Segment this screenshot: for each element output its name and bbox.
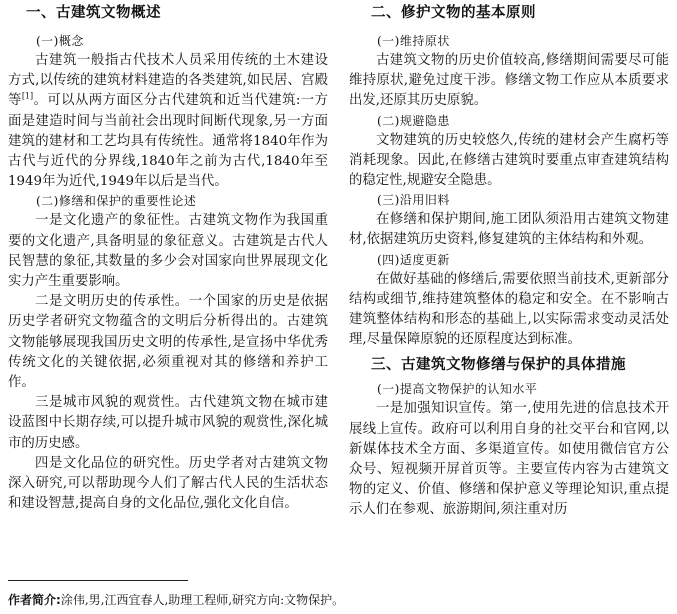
section-heading-1: 一、古建筑文物概述 xyxy=(26,5,161,21)
subheading-maintain-original: (一)维持原状 xyxy=(377,34,450,48)
paragraph-awareness: 一是加强知识宣传。第一,使用先进的信息技术开展线上宣传。政府可以利用自身的社交平台和官网,以新媒体技术全方面、多渠道宣传。如使用微信官方公众号、短视频开屏首页等。主要宣传内容为古建筑文物的定义、价值、修缮和保护意义等理论知识,重点提示人们在参观、旅游期间,须注重对历 xyxy=(349,401,669,518)
subheading-importance: (二)修缮和保护的重要性论述 xyxy=(36,194,197,209)
author-footnote xyxy=(8,592,344,608)
section-heading-2: 二、修护文物的基本原则 xyxy=(371,5,536,21)
paragraph-avoid-hazards: 文物建筑的历史较悠久,传统的建材会产生腐朽等消耗现象。因此,在修缮古建筑时要重点审查建筑结构的稳定性,规避安全隐患。 xyxy=(349,132,669,189)
paragraph-importance-2: 二是文明历史的传承性。一个国家的历史是依据历史学者研究文物蕴含的文明后分析得出的。古建筑文物能够展现我国历史文明的传承性,是宣扬中华优秀传统文化的关键依据,必须重视对其的修缮和养护工作。 xyxy=(8,294,328,391)
paragraph-moderate-update: 在做好基础的修缮后,需要依照当前技术,更新部分结构或细节,维持建筑整体的稳定和安全。在不影响古建筑整体结构和形态的基础上,以实际需求变动灵活处理,尽量保障原貌的还原程度达到标准。 xyxy=(349,271,669,348)
paragraph-concept-part-a: 古建筑一般指古代技术人员采用传统的土木建设方式,以传统的建筑材料建造的各类建筑,如民居、宫殿等 xyxy=(8,53,328,109)
paragraph-reuse-materials: 在修缮和保护期间,施工团队须沿用古建筑文物建材,依据建筑历史资料,修复建筑的主体结构和外观。 xyxy=(349,212,669,248)
paragraph-concept-part-b: 。可以从两方面区分古代建筑和近当代建筑:一方面是建造时间与当前社会出现时间断代现象,另一方面建筑的建材和工艺均具有传统性。通常将1840年作为古代与近代的分界线,1840年之前为古代,1840年至1949年为近代,1949年以后是当代。 xyxy=(8,93,329,190)
subheading-concept: (一)概念 xyxy=(36,34,84,48)
paragraph-concept xyxy=(8,51,328,192)
subheading-avoid-hazards: (二)规避隐患 xyxy=(377,113,450,128)
subheading-awareness: (一)提高文物保护的认知水平 xyxy=(377,382,538,397)
subheading-moderate-update: (四)适度更新 xyxy=(377,252,450,267)
footnote-label: 作者简介: xyxy=(8,593,61,607)
section-heading-3: 三、古建筑文物修缮与保护的具体措施 xyxy=(371,357,626,374)
paragraph-maintain-original: 古建筑文物的历史价值较高,修缮期间需要尽可能维持原状,避免过度干涉。修缮文物工作应从本质要求出发,还原其历史原貌。 xyxy=(349,53,669,109)
subheading-reuse-materials: (三)沿用旧料 xyxy=(377,193,450,208)
footnote-divider xyxy=(8,580,188,581)
paragraph-importance-3: 三是城市风貌的观赏性。古代建筑文物在城市建设蓝图中长期存续,可以提升城市风貌的观赏性,深化城市的历史感。 xyxy=(8,395,328,451)
paragraph-importance-1: 一是文化遗产的象征性。古建筑文物作为我国重要的文化遗产,具备明显的象征意义。古建筑是古代人民智慧的象征,其数量的多少会对国家向世界展现文化实力产生重要影响。 xyxy=(8,213,328,290)
right-column xyxy=(349,4,669,521)
paragraph-importance-4: 四是文化品位的研究性。历史学者对古建筑文物深入研究,可以帮助现今人们了解古代人民的生活状态和建设智慧,提高自身的文化品位,强化文化自信。 xyxy=(8,455,328,512)
footnote-text: 涂伟,男,江西宜春人,助理工程师,研究方向:文物保护。 xyxy=(60,593,345,607)
citation-ref: [1] xyxy=(21,91,34,101)
left-column xyxy=(8,4,328,514)
